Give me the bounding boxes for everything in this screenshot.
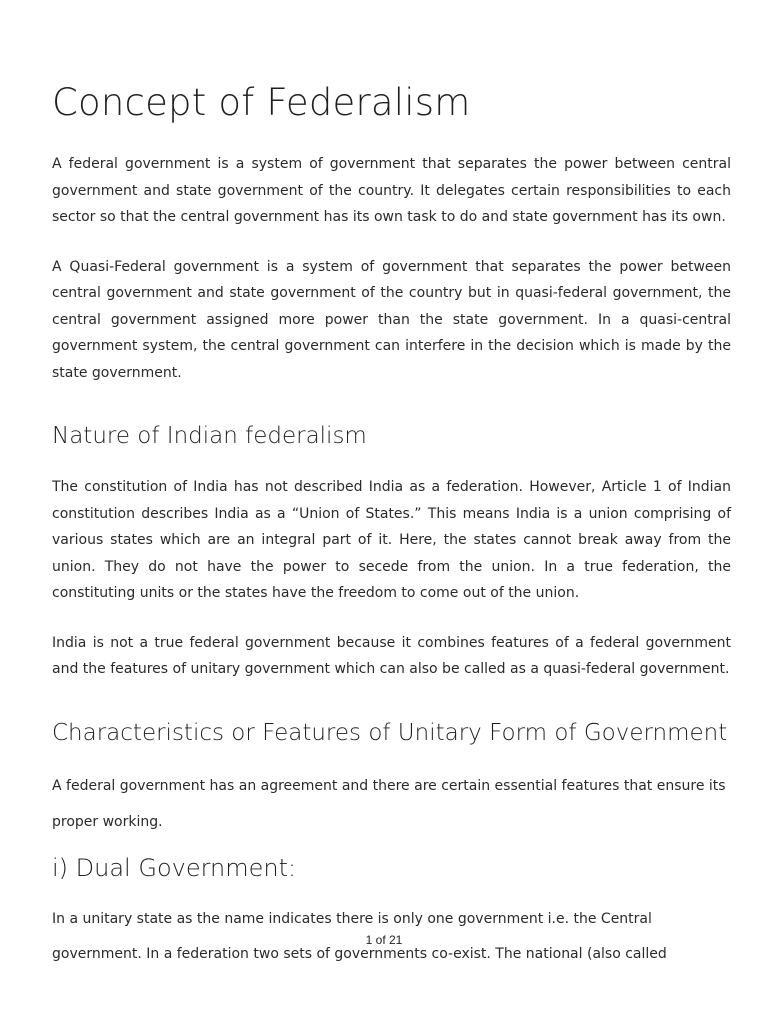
characteristics-paragraph: A federal government has an agreement and there are certain essential features that ensure its proper working. bbox=[52, 777, 726, 830]
nature-paragraph-2: India is not a true federal government because it combines features of a federal government and the features of unitary government which can also be called as a quasi-federal government. bbox=[52, 634, 731, 677]
page-number-indicator: 1 of 21 bbox=[365, 933, 403, 947]
nature-paragraph-1: The constitution of India has not described India as a federation. However, Article 1 of Indian constitution describes India as a “Union of States.” This means India is a union comprising of various states which are an integral part of it. Here, the states cannot break away from the union. They do not have the power to secede from the union. In a true federation, the constituting units or the states have the freedom to come out of the union. bbox=[52, 479, 731, 601]
federal-definition-paragraph: A federal government is a system of government that separates the power between central government and state government of the country. It delegates certain responsibilities to each sector so that the central government has its own task to do and state government has its own. bbox=[52, 156, 731, 225]
nature-section-heading: Nature of Indian federalism bbox=[52, 423, 367, 449]
dual-government-heading: i) Dual Government: bbox=[52, 853, 297, 882]
quasi-federal-definition-paragraph: A Quasi-Federal government is a system of government that separates the power between central government and state government of the country but in quasi-federal government, the central government assigned more power than the state government. In a quasi-central government system, the central government can interfere in the decision which is made by the state government. bbox=[52, 258, 731, 381]
page-content bbox=[52, 78, 731, 973]
characteristics-section-heading: Characteristics or Features of Unitary Form of Government bbox=[52, 719, 728, 746]
dual-government-paragraph: In a unitary state as the name indicates there is only one government i.e. the Central government. In a federation two sets of governments co-exist. The national (also called bbox=[52, 910, 667, 962]
page-title: Concept of Federalism bbox=[52, 81, 471, 124]
